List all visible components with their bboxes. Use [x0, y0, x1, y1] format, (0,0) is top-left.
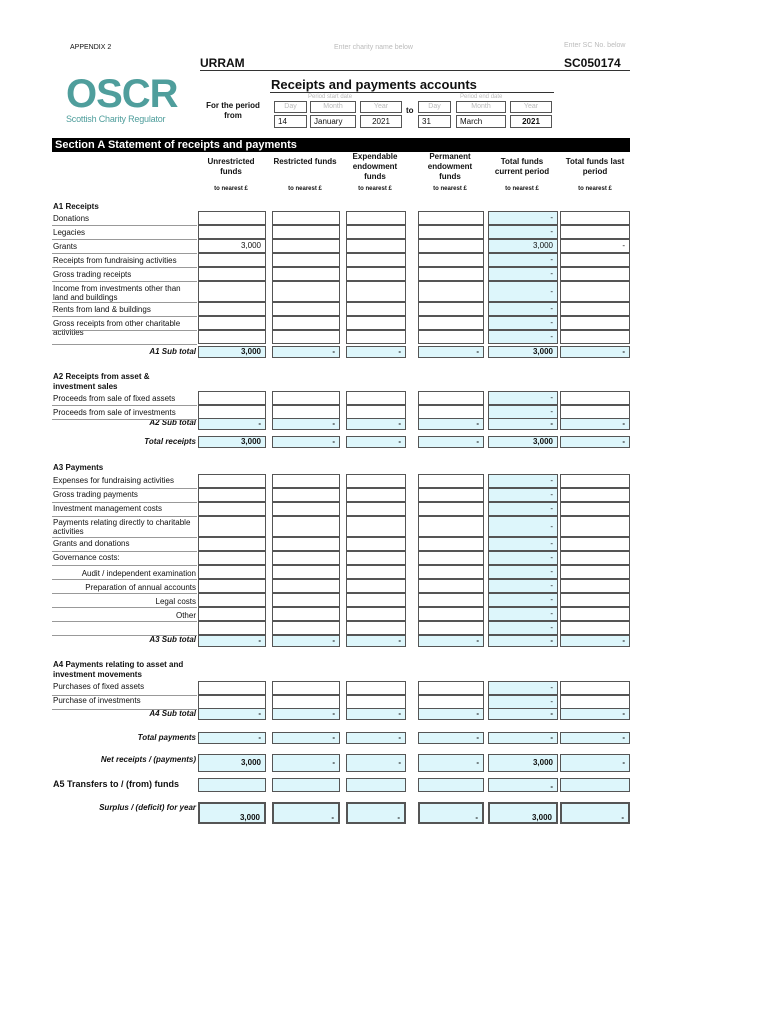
a3-row-cell[interactable] [198, 502, 266, 516]
a1-row-cell[interactable] [272, 330, 340, 344]
a3-row-label: Audit / independent examination [81, 569, 196, 578]
start-day-input[interactable]: 14 [274, 115, 307, 128]
surplus-cell: - [560, 802, 630, 824]
a3-row-cell[interactable] [560, 607, 630, 621]
a3-row-label: Gross trading payments [53, 490, 138, 499]
a1-row-cell[interactable] [418, 281, 484, 302]
total-payments-cell: - [488, 732, 558, 744]
a3-row-cell[interactable] [272, 621, 340, 635]
a1-row-label: Receipts from fundraising activities [53, 256, 177, 265]
a2-subtotal-cell: - [418, 418, 484, 430]
col-unit: to nearest £ [288, 186, 322, 192]
a1-row-cell[interactable] [272, 316, 340, 330]
a2-subtotal-label: A2 Sub total [149, 418, 196, 427]
appendix-label: APPENDIX 2 [70, 44, 112, 51]
a3-row-cell[interactable] [198, 516, 266, 537]
a1-row-cell[interactable] [418, 211, 484, 225]
a3-row-cell[interactable] [346, 516, 406, 537]
a3-row-label: Expenses for fundraising activities [53, 476, 174, 485]
row-divider [52, 579, 197, 580]
row-divider [52, 565, 197, 566]
row-divider [52, 502, 197, 503]
row-divider [52, 551, 197, 552]
a2-row-cell[interactable]: - [488, 391, 558, 405]
a5-transfer-cell[interactable] [272, 778, 340, 792]
a3-row-label: Grants and donations [53, 539, 130, 548]
row-divider [52, 225, 197, 226]
net-receipts-label: Net receipts / (payments) [100, 755, 196, 764]
a3-row-cell[interactable] [346, 537, 406, 551]
a2-subtotal-cell: - [272, 418, 340, 430]
a3-row-cell[interactable] [418, 537, 484, 551]
a1-row-cell[interactable] [198, 281, 266, 302]
a2-row-label: Proceeds from sale of fixed assets [53, 394, 176, 403]
a3-row-cell[interactable] [418, 474, 484, 488]
surplus-cell: 3,000 [198, 802, 266, 824]
a4-subtotal-cell: - [272, 708, 340, 720]
a3-row-label: Legal costs [155, 597, 196, 606]
a3-subtotal-cell: - [560, 635, 630, 647]
a3-row-cell[interactable]: - [488, 516, 558, 537]
a1-row-cell[interactable]: - [488, 253, 558, 267]
a3-row-cell[interactable] [198, 537, 266, 551]
row-divider [52, 516, 197, 517]
col-header-restricted: Restricted funds [273, 157, 337, 166]
to-label: to [406, 106, 414, 115]
a4-title: A4 Payments relating to asset and investment movements [53, 660, 184, 679]
a1-row-cell[interactable]: - [488, 225, 558, 239]
a2-subtotal-cell: - [560, 418, 630, 430]
a3-row-cell[interactable] [198, 621, 266, 635]
total-receipts-cell: - [560, 436, 630, 448]
a3-row-cell[interactable] [418, 565, 484, 579]
a3-subtotal-cell: - [346, 635, 406, 647]
a3-row-cell[interactable] [418, 621, 484, 635]
a3-row-cell[interactable] [198, 474, 266, 488]
a5-transfer-cell[interactable] [560, 778, 630, 792]
a4-row-cell[interactable] [418, 695, 484, 709]
a3-row-cell[interactable]: - [488, 621, 558, 635]
a3-row-cell[interactable] [346, 621, 406, 635]
a3-row-cell[interactable] [560, 474, 630, 488]
a3-row-cell[interactable] [560, 502, 630, 516]
row-divider [52, 537, 197, 538]
a3-row-cell[interactable]: - [488, 593, 558, 607]
a3-row-cell[interactable] [346, 593, 406, 607]
a2-row-cell[interactable] [560, 391, 630, 405]
a3-row-cell[interactable] [272, 593, 340, 607]
a1-row-cell[interactable] [346, 211, 406, 225]
a1-row-label: Gross receipts from other charitable activities [53, 319, 181, 337]
a1-subtotal-cell: - [272, 346, 340, 358]
a3-row-cell[interactable] [272, 502, 340, 516]
a3-subtotal-label: A3 Sub total [149, 635, 196, 644]
a5-transfer-cell[interactable] [346, 778, 406, 792]
a3-row-cell[interactable] [272, 488, 340, 502]
a1-row-cell[interactable] [560, 211, 630, 225]
a3-row-cell[interactable] [560, 593, 630, 607]
a1-row-cell[interactable] [560, 302, 630, 316]
a4-row-cell[interactable] [346, 681, 406, 695]
col-header-unrestricted: Unrestricted funds [207, 157, 255, 176]
row-divider [52, 593, 197, 594]
start-year-input[interactable]: 2021 [360, 115, 402, 128]
a1-row-cell[interactable] [560, 316, 630, 330]
end-month-label: Month [456, 101, 506, 113]
a1-row-cell[interactable] [418, 302, 484, 316]
end-year-input[interactable]: 2021 [510, 115, 552, 128]
col-header-total-current: Total funds current period [494, 157, 550, 176]
total-receipts-label: Total receipts [144, 437, 196, 446]
a1-row-label: Legacies [53, 228, 86, 237]
col-unit: to nearest £ [578, 186, 612, 192]
a3-subtotal-cell: - [488, 635, 558, 647]
a2-row-cell[interactable] [272, 405, 340, 419]
net-receipts-cell: - [272, 754, 340, 772]
a3-row-cell[interactable] [198, 551, 266, 565]
row-divider [52, 635, 197, 636]
a1-row-cell[interactable] [346, 302, 406, 316]
row-divider [52, 709, 197, 710]
a3-row-cell[interactable] [346, 551, 406, 565]
row-divider [52, 316, 197, 317]
a4-row-cell[interactable] [272, 695, 340, 709]
a3-subtotal-cell: - [198, 635, 266, 647]
a3-row-cell[interactable] [560, 551, 630, 565]
a1-row-cell[interactable] [198, 225, 266, 239]
a5-transfer-cell[interactable] [418, 778, 484, 792]
a2-row-cell[interactable] [198, 405, 266, 419]
a1-row-cell[interactable] [418, 225, 484, 239]
total-receipts-cell: - [418, 436, 484, 448]
a3-row-cell[interactable] [418, 579, 484, 593]
a4-row-cell[interactable] [198, 695, 266, 709]
a1-row-cell[interactable] [198, 267, 266, 281]
a1-row-cell[interactable] [198, 302, 266, 316]
period-label: For the period from [206, 101, 260, 120]
a1-row-label: Income from investments other than land and buildings [53, 284, 181, 302]
a3-row-cell[interactable] [418, 488, 484, 502]
a1-row-cell[interactable] [560, 330, 630, 344]
a4-row-cell[interactable] [272, 681, 340, 695]
total-receipts-cell: 3,000 [198, 436, 266, 448]
a1-row-cell[interactable] [560, 253, 630, 267]
net-receipts-cell: 3,000 [488, 754, 558, 772]
a4-subtotal-cell: - [488, 708, 558, 720]
a3-row-cell[interactable]: - [488, 474, 558, 488]
a1-row-cell[interactable] [418, 330, 484, 344]
start-month-input[interactable]: January [310, 115, 356, 128]
oscr-logo [66, 74, 186, 124]
a1-subtotal-label: A1 Sub total [149, 347, 196, 356]
a4-row-cell[interactable] [346, 695, 406, 709]
a5-transfer-cell: - [488, 778, 558, 792]
a2-subtotal-cell: - [198, 418, 266, 430]
a2-subtotal-cell: - [346, 418, 406, 430]
a4-subtotal-label: A4 Sub total [149, 709, 196, 718]
a3-row-cell[interactable] [272, 579, 340, 593]
a1-row-cell[interactable] [346, 330, 406, 344]
a3-row-cell[interactable] [418, 593, 484, 607]
a2-row-cell[interactable] [272, 391, 340, 405]
a3-row-cell[interactable]: - [488, 565, 558, 579]
row-divider [52, 253, 197, 254]
a4-row-cell[interactable] [560, 695, 630, 709]
a1-row-cell[interactable] [346, 267, 406, 281]
a1-row-cell[interactable] [560, 281, 630, 302]
a3-row-cell[interactable] [346, 488, 406, 502]
surplus-cell: 3,000 [488, 802, 558, 824]
row-divider [52, 621, 197, 622]
a3-row-label: Preparation of annual accounts [85, 583, 196, 592]
a3-row-cell[interactable]: - [488, 502, 558, 516]
a4-subtotal-cell: - [560, 708, 630, 720]
a1-subtotal-cell: - [346, 346, 406, 358]
col-header-permanent: Permanent endowment funds [427, 152, 473, 181]
total-payments-cell: - [198, 732, 266, 744]
a1-row-label: Grants [53, 242, 78, 251]
a1-row-cell[interactable] [272, 253, 340, 267]
a2-title: A2 Receipts from asset & investment sales [53, 372, 150, 391]
col-header-expendable: Expendable endowment funds [352, 152, 398, 181]
total-payments-cell: - [418, 732, 484, 744]
a1-row-cell[interactable] [272, 239, 340, 253]
a3-subtotal-cell: - [272, 635, 340, 647]
row-divider [52, 330, 197, 331]
a1-row-cell[interactable] [198, 330, 266, 344]
total-payments-cell: - [272, 732, 340, 744]
a3-row-cell[interactable] [272, 607, 340, 621]
end-year-label: Year [510, 101, 552, 113]
a3-row-cell[interactable]: - [488, 579, 558, 593]
a1-row-cell[interactable] [346, 316, 406, 330]
a1-row-cell[interactable] [272, 211, 340, 225]
a3-row-cell[interactable] [418, 502, 484, 516]
a3-row-cell[interactable] [560, 579, 630, 593]
a2-row-label: Proceeds from sale of investments [53, 408, 176, 417]
a3-subtotal-cell: - [418, 635, 484, 647]
a3-row-cell[interactable] [346, 607, 406, 621]
logo-subtitle: Scottish Charity Regulator [66, 114, 166, 124]
row-divider [52, 419, 197, 420]
row-divider [52, 239, 197, 240]
a3-row-cell[interactable] [560, 516, 630, 537]
a2-row-cell[interactable] [560, 405, 630, 419]
row-divider [52, 267, 197, 268]
a3-row-label: Governance costs: [53, 553, 120, 562]
row-divider [52, 344, 197, 345]
a4-row-cell[interactable]: - [488, 695, 558, 709]
row-divider [52, 607, 197, 608]
end-day-input[interactable]: 31 [418, 115, 451, 128]
end-day-label: Day [418, 101, 451, 113]
a4-row-label: Purchase of investments [53, 696, 141, 705]
a1-row-cell[interactable]: - [488, 316, 558, 330]
a4-row-cell[interactable]: - [488, 681, 558, 695]
a3-row-cell[interactable] [418, 516, 484, 537]
a3-row-cell[interactable] [560, 621, 630, 635]
sc-number-hint: Enter SC No. below [564, 42, 626, 49]
a3-row-cell[interactable] [346, 579, 406, 593]
col-header-total-last: Total funds last period [565, 157, 625, 176]
total-payments-label: Total payments [137, 733, 196, 742]
a3-row-cell[interactable] [346, 474, 406, 488]
a3-row-label: Payments relating directly to charitable activities [53, 518, 191, 536]
a3-row-cell[interactable] [198, 607, 266, 621]
a1-row-cell[interactable]: - [488, 281, 558, 302]
total-payments-cell: - [560, 732, 630, 744]
net-receipts-cell: - [346, 754, 406, 772]
period-start-hint: Period start date [308, 94, 353, 100]
start-year-label: Year [360, 101, 402, 113]
a1-row-cell[interactable]: 3,000 [198, 239, 266, 253]
a3-row-cell[interactable] [198, 565, 266, 579]
surplus-cell: - [346, 802, 406, 824]
a1-row-cell[interactable]: - [488, 302, 558, 316]
a3-row-cell[interactable] [198, 579, 266, 593]
col-unit: to nearest £ [358, 186, 392, 192]
page-title: Receipts and payments accounts [271, 77, 477, 92]
a1-row-cell[interactable] [346, 239, 406, 253]
a1-row-cell[interactable]: 3,000 [488, 239, 558, 253]
a1-title: A1 Receipts [53, 202, 99, 211]
a1-row-cell[interactable]: - [560, 239, 630, 253]
a1-row-cell[interactable] [272, 267, 340, 281]
a4-row-label: Purchases of fixed assets [53, 682, 145, 691]
surplus-cell: - [272, 802, 340, 824]
col-unit: to nearest £ [433, 186, 467, 192]
a3-row-label: Investment management costs [53, 504, 162, 513]
net-receipts-cell: - [418, 754, 484, 772]
a1-row-cell[interactable] [418, 239, 484, 253]
a1-row-cell[interactable] [418, 267, 484, 281]
a4-subtotal-cell: - [418, 708, 484, 720]
a3-row-cell[interactable]: - [488, 607, 558, 621]
a1-row-cell[interactable] [198, 253, 266, 267]
a1-row-cell[interactable] [272, 281, 340, 302]
a1-row-label: Donations [53, 214, 90, 223]
total-receipts-cell: 3,000 [488, 436, 558, 448]
a2-row-cell[interactable] [418, 391, 484, 405]
a1-row-cell[interactable] [560, 267, 630, 281]
a1-row-cell[interactable] [346, 281, 406, 302]
a2-row-cell[interactable]: - [488, 405, 558, 419]
a3-row-cell[interactable] [560, 488, 630, 502]
a1-row-cell[interactable] [272, 302, 340, 316]
a1-subtotal-cell: 3,000 [198, 346, 266, 358]
a3-row-cell[interactable] [198, 488, 266, 502]
a1-subtotal-cell: - [560, 346, 630, 358]
a3-row-cell[interactable] [198, 593, 266, 607]
end-month-input[interactable]: March [456, 115, 506, 128]
a1-row-cell[interactable]: - [488, 211, 558, 225]
a3-row-cell[interactable] [272, 551, 340, 565]
charity-name-hint: Enter charity name below [334, 44, 413, 51]
a1-subtotal-cell: 3,000 [488, 346, 558, 358]
a2-row-cell[interactable] [346, 391, 406, 405]
net-receipts-cell: 3,000 [198, 754, 266, 772]
net-receipts-cell: - [560, 754, 630, 772]
row-divider [52, 302, 197, 303]
a3-row-cell[interactable] [560, 565, 630, 579]
a3-row-cell[interactable]: - [488, 488, 558, 502]
a1-row-cell[interactable] [418, 253, 484, 267]
a3-row-cell[interactable]: - [488, 551, 558, 565]
a3-row-cell[interactable] [272, 537, 340, 551]
a1-row-cell[interactable] [272, 225, 340, 239]
a3-row-label: Other [175, 611, 196, 620]
a1-row-cell[interactable] [198, 316, 266, 330]
a1-row-label: Rents from land & buildings [53, 305, 151, 314]
a1-row-label: Gross trading receipts [53, 270, 132, 279]
a3-title: A3 Payments [53, 463, 104, 472]
surplus-cell: - [418, 802, 484, 824]
a4-row-cell[interactable] [418, 681, 484, 695]
a3-row-cell[interactable] [560, 537, 630, 551]
a2-row-cell[interactable] [346, 405, 406, 419]
a4-subtotal-cell: - [198, 708, 266, 720]
a2-subtotal-cell: - [488, 418, 558, 430]
a3-row-cell[interactable] [272, 474, 340, 488]
row-divider [52, 405, 197, 406]
total-payments-cell: - [346, 732, 406, 744]
a1-row-cell[interactable] [418, 316, 484, 330]
a3-row-cell[interactable] [418, 551, 484, 565]
start-month-label: Month [310, 101, 356, 113]
a3-row-cell[interactable] [272, 565, 340, 579]
a1-row-cell[interactable] [560, 225, 630, 239]
a1-row-cell[interactable]: - [488, 267, 558, 281]
a5-label: A5 Transfers to / (from) funds [53, 779, 180, 789]
section-a-title: Section A Statement of receipts and payments [52, 138, 630, 152]
surplus-label: Surplus / (deficit) for year [99, 803, 196, 812]
a1-row-cell[interactable] [346, 225, 406, 239]
a1-row-cell[interactable] [198, 211, 266, 225]
a4-row-cell[interactable] [198, 681, 266, 695]
a3-row-cell[interactable]: - [488, 537, 558, 551]
row-divider [52, 281, 197, 282]
a1-row-cell[interactable]: - [488, 330, 558, 344]
logo-text: OSCR [66, 72, 178, 116]
sc-number[interactable]: SC050174 [564, 56, 621, 70]
total-receipts-cell: - [346, 436, 406, 448]
a4-row-cell[interactable] [560, 681, 630, 695]
a1-row-cell[interactable] [346, 253, 406, 267]
a5-transfer-cell[interactable] [198, 778, 266, 792]
row-divider [52, 488, 197, 489]
charity-name[interactable]: URRAM [200, 56, 245, 70]
a4-subtotal-cell: - [346, 708, 406, 720]
a1-subtotal-cell: - [418, 346, 484, 358]
total-receipts-cell: - [272, 436, 340, 448]
col-unit: to nearest £ [505, 186, 539, 192]
period-end-hint: Period end date [460, 94, 503, 100]
a3-row-cell[interactable] [418, 607, 484, 621]
a3-row-cell[interactable] [272, 516, 340, 537]
a2-row-cell[interactable] [418, 405, 484, 419]
start-day-label: Day [274, 101, 307, 113]
a2-row-cell[interactable] [198, 391, 266, 405]
a3-row-cell[interactable] [346, 565, 406, 579]
a3-row-cell[interactable] [346, 502, 406, 516]
col-unit: to nearest £ [214, 186, 248, 192]
